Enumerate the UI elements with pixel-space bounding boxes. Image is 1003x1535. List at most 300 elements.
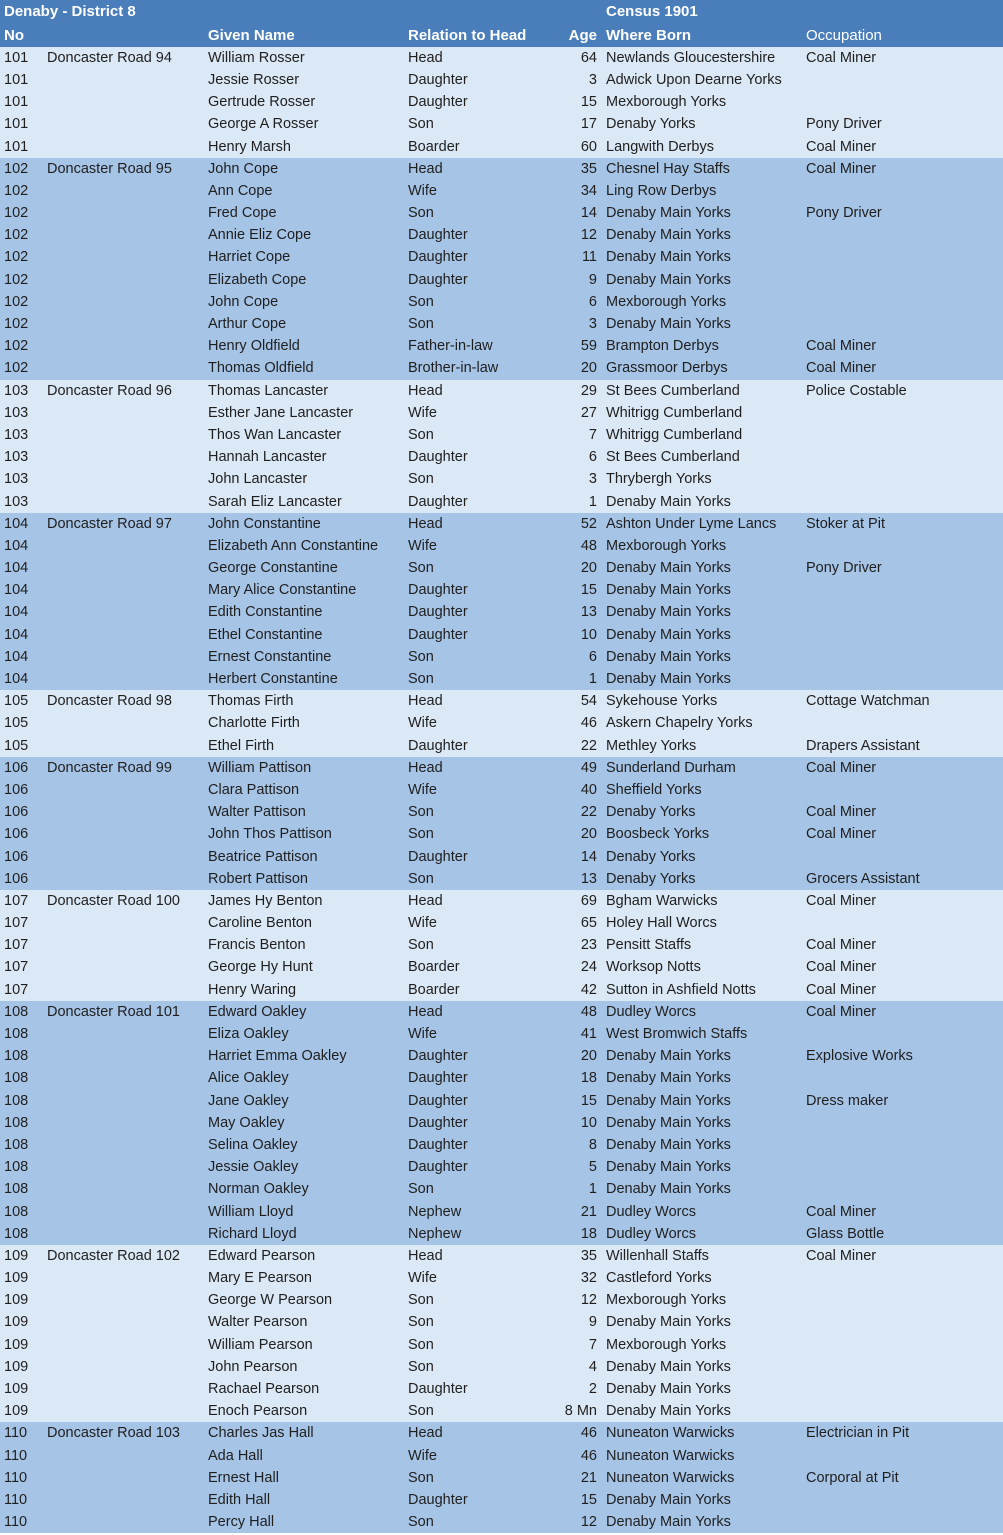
cell-age: 48 [580, 537, 597, 554]
cell-no: 105 [4, 737, 29, 754]
table-row [0, 846, 1003, 868]
cell-where-born: West Bromwich Staffs [606, 1026, 748, 1043]
cell-age: 17 [580, 116, 597, 133]
cell-relation: Head [408, 382, 443, 399]
cell-relation: Head [408, 759, 443, 776]
table-row [0, 357, 1003, 379]
cell-where-born: Askern Chapelry Yorks [606, 715, 753, 732]
table-row [0, 1045, 1003, 1067]
cell-where-born: Denaby Main Yorks [606, 1048, 731, 1065]
cell-no: 102 [4, 205, 29, 222]
cell-given-name: Alice Oakley [208, 1070, 289, 1087]
cell-no: 107 [4, 981, 29, 998]
cell-where-born: Ashton Under Lyme Lancs [606, 515, 777, 532]
table-row [0, 513, 1003, 535]
cell-no: 108 [4, 1092, 29, 1109]
cell-given-name: Henry Marsh [208, 138, 291, 155]
cell-where-born: Adwick Upon Dearne Yorks [606, 71, 782, 88]
cell-age: 8 [588, 1136, 597, 1153]
cell-age: 65 [580, 915, 597, 932]
cell-given-name: William Pattison [208, 759, 312, 776]
table-row [0, 246, 1003, 268]
cell-no: 104 [4, 582, 29, 599]
table-row [0, 890, 1003, 912]
cell-occupation: Coal Miner [806, 160, 877, 177]
cell-no: 107 [4, 959, 29, 976]
cell-occupation: Coal Miner [806, 1203, 877, 1220]
cell-given-name: William Pearson [208, 1336, 313, 1353]
cell-no: 106 [4, 826, 29, 843]
table-row [0, 424, 1003, 446]
cell-given-name: Norman Oakley [208, 1181, 309, 1198]
cell-given-name: Mary Alice Constantine [208, 582, 357, 599]
cell-relation: Wife [408, 915, 437, 932]
cell-relation: Wife [408, 1270, 437, 1287]
table-row [0, 1334, 1003, 1356]
cell-no: 106 [4, 804, 29, 821]
table-row [0, 1001, 1003, 1023]
cell-relation: Daughter [408, 582, 468, 599]
cell-where-born: Denaby Main Yorks [606, 1514, 731, 1531]
cell-relation: Daughter [408, 737, 468, 754]
cell-age: 20 [580, 826, 597, 843]
cell-relation: Wife [408, 182, 437, 199]
table-row [0, 1378, 1003, 1400]
cell-relation: Son [408, 1336, 434, 1353]
cell-where-born: Denaby Main Yorks [606, 1092, 731, 1109]
cell-where-born: Denaby Main Yorks [606, 1114, 731, 1131]
cell-given-name: Arthur Cope [208, 316, 287, 333]
cell-occupation: Police Costable [806, 382, 907, 399]
cell-relation: Son [408, 1514, 434, 1531]
cell-no: 104 [4, 515, 29, 532]
cell-occupation: Electrician in Pit [806, 1425, 910, 1442]
cell-where-born: Denaby Main Yorks [606, 1403, 731, 1420]
cell-age: 6 [588, 648, 597, 665]
cell-age: 15 [580, 1491, 597, 1508]
cell-where-born: Denaby Main Yorks [606, 671, 731, 688]
cell-age: 20 [580, 560, 597, 577]
cell-where-born: Sunderland Durham [606, 759, 736, 776]
cell-no: 108 [4, 1225, 29, 1242]
cell-no: 110 [4, 1514, 28, 1531]
table-row [0, 91, 1003, 113]
header-given-name: Given Name [208, 26, 295, 44]
table-row [0, 158, 1003, 180]
cell-no: 104 [4, 560, 29, 577]
table-row [0, 646, 1003, 668]
cell-where-born: Langwith Derbys [606, 138, 714, 155]
cell-no: 108 [4, 1114, 29, 1131]
cell-relation: Son [408, 671, 434, 688]
cell-where-born: Denaby Main Yorks [606, 1358, 731, 1375]
cell-age: 10 [580, 626, 597, 643]
cell-where-born: Mexborough Yorks [606, 537, 727, 554]
table-row [0, 1223, 1003, 1245]
cell-age: 2 [588, 1381, 597, 1398]
cell-given-name: Eliza Oakley [208, 1026, 289, 1043]
cell-no: 104 [4, 626, 29, 643]
table-row [0, 1112, 1003, 1134]
cell-given-name: John Constantine [208, 515, 321, 532]
cell-given-name: Annie Eliz Cope [208, 227, 312, 244]
cell-given-name: Hannah Lancaster [208, 449, 327, 466]
table-row [0, 579, 1003, 601]
table-row [0, 313, 1003, 335]
cell-given-name: John Pearson [208, 1358, 298, 1375]
cell-no: 104 [4, 671, 29, 688]
table-row [0, 468, 1003, 490]
cell-where-born: Thrybergh Yorks [606, 471, 712, 488]
cell-age: 6 [588, 449, 597, 466]
table-row [0, 446, 1003, 468]
cell-where-born: Denaby Main Yorks [606, 1491, 731, 1508]
cell-relation: Daughter [408, 1159, 468, 1176]
cell-occupation: Coal Miner [806, 338, 877, 355]
cell-no: 102 [4, 338, 29, 355]
table-row [0, 1134, 1003, 1156]
cell-given-name: Clara Pattison [208, 781, 300, 798]
cell-given-name: Francis Benton [208, 937, 306, 954]
cell-relation: Head [408, 1425, 443, 1442]
cell-no: 101 [4, 49, 29, 66]
cell-where-born: Dudley Worcs [606, 1225, 696, 1242]
cell-where-born: Denaby Main Yorks [606, 604, 731, 621]
table-body [0, 47, 1003, 1534]
cell-age: 6 [588, 293, 597, 310]
cell-age: 3 [588, 471, 597, 488]
cell-no: 102 [4, 249, 29, 266]
table-row [0, 1311, 1003, 1333]
cell-no: 107 [4, 915, 29, 932]
cell-where-born: Pensitt Staffs [606, 937, 692, 954]
cell-given-name: Beatrice Pattison [208, 848, 318, 865]
cell-age: 13 [580, 870, 597, 887]
cell-where-born: Sykehouse Yorks [606, 693, 718, 710]
table-row [0, 712, 1003, 734]
cell-given-name: James Hy Benton [208, 892, 323, 909]
table-row [0, 956, 1003, 978]
table-row [0, 668, 1003, 690]
cell-age: 12 [580, 1514, 597, 1531]
cell-relation: Nephew [408, 1225, 462, 1242]
cell-where-born: Denaby Main Yorks [606, 1070, 731, 1087]
cell-age: 5 [588, 1159, 597, 1176]
cell-age: 15 [580, 582, 597, 599]
cell-relation: Daughter [408, 604, 468, 621]
table-row [0, 1267, 1003, 1289]
cell-relation: Boarder [408, 138, 460, 155]
cell-where-born: Denaby Main Yorks [606, 1159, 731, 1176]
cell-relation: Son [408, 560, 434, 577]
cell-relation: Brother-in-law [408, 360, 499, 377]
table-row [0, 1067, 1003, 1089]
cell-no: 103 [4, 404, 29, 421]
cell-relation: Son [408, 116, 434, 133]
cell-occupation: Coal Miner [806, 892, 877, 909]
cell-given-name: Edith Hall [208, 1491, 271, 1508]
cell-age: 46 [580, 1425, 597, 1442]
cell-no: 104 [4, 604, 29, 621]
table-row [0, 269, 1003, 291]
header-age: Age [568, 26, 597, 44]
cell-given-name: Elizabeth Ann Constantine [208, 537, 379, 554]
cell-no: 103 [4, 493, 29, 510]
table-row [0, 1090, 1003, 1112]
cell-given-name: Gertrude Rosser [208, 94, 316, 111]
cell-age: 29 [580, 382, 597, 399]
table-row [0, 1445, 1003, 1467]
cell-relation: Daughter [408, 626, 468, 643]
cell-age: 21 [580, 1469, 597, 1486]
cell-given-name: Henry Waring [208, 981, 297, 998]
cell-no: 108 [4, 1203, 29, 1220]
table-row [0, 535, 1003, 557]
cell-age: 3 [588, 316, 597, 333]
cell-no: 108 [4, 1026, 29, 1043]
cell-age: 14 [580, 205, 597, 222]
cell-relation: Son [408, 471, 434, 488]
table-row [0, 224, 1003, 246]
cell-relation: Daughter [408, 94, 468, 111]
cell-age: 42 [580, 981, 597, 998]
cell-where-born: Nuneaton Warwicks [606, 1447, 735, 1464]
cell-address: Doncaster Road 95 [47, 160, 172, 177]
cell-where-born: St Bees Cumberland [606, 449, 740, 466]
cell-address: Doncaster Road 101 [47, 1003, 180, 1020]
cell-given-name: Walter Pearson [208, 1314, 308, 1331]
cell-age: 27 [580, 404, 597, 421]
cell-given-name: Enoch Pearson [208, 1403, 308, 1420]
cell-where-born: Ling Row Derbys [606, 182, 717, 199]
cell-age: 46 [580, 715, 597, 732]
cell-where-born: Denaby Main Yorks [606, 227, 731, 244]
cell-age: 15 [580, 1092, 597, 1109]
table-row [0, 1422, 1003, 1444]
cell-relation: Son [408, 1314, 434, 1331]
cell-where-born: Denaby Main Yorks [606, 626, 731, 643]
cell-relation: Son [408, 293, 434, 310]
cell-occupation: Pony Driver [806, 205, 882, 222]
cell-where-born: Denaby Main Yorks [606, 1181, 731, 1198]
cell-where-born: Denaby Main Yorks [606, 271, 731, 288]
cell-relation: Daughter [408, 848, 468, 865]
cell-given-name: Edward Oakley [208, 1003, 307, 1020]
cell-given-name: Walter Pattison [208, 804, 306, 821]
cell-age: 15 [580, 94, 597, 111]
cell-given-name: Harriet Emma Oakley [208, 1048, 347, 1065]
cell-given-name: Mary E Pearson [208, 1270, 312, 1287]
cell-given-name: Sarah Eliz Lancaster [208, 493, 342, 510]
cell-where-born: Holey Hall Worcs [606, 915, 717, 932]
cell-occupation: Drapers Assistant [806, 737, 920, 754]
cell-relation: Wife [408, 404, 437, 421]
cell-given-name: Thos Wan Lancaster [208, 426, 342, 443]
cell-no: 104 [4, 648, 29, 665]
table-row [0, 402, 1003, 424]
cell-relation: Son [408, 804, 434, 821]
cell-no: 110 [4, 1469, 28, 1486]
table-row [0, 912, 1003, 934]
cell-no: 108 [4, 1159, 29, 1176]
cell-age: 10 [580, 1114, 597, 1131]
cell-where-born: Mexborough Yorks [606, 94, 727, 111]
cell-age: 1 [588, 671, 597, 688]
cell-occupation: Coal Miner [806, 1003, 877, 1020]
cell-relation: Son [408, 1358, 434, 1375]
cell-where-born: Denaby Yorks [606, 848, 696, 865]
cell-no: 102 [4, 293, 29, 310]
cell-age: 4 [588, 1358, 597, 1375]
cell-age: 20 [580, 1048, 597, 1065]
cell-age: 18 [580, 1225, 597, 1242]
table-row [0, 1201, 1003, 1223]
table-row [0, 934, 1003, 956]
cell-relation: Boarder [408, 981, 460, 998]
cell-given-name: George Hy Hunt [208, 959, 313, 976]
cell-age: 3 [588, 71, 597, 88]
table-row [0, 557, 1003, 579]
cell-age: 12 [580, 227, 597, 244]
cell-address: Doncaster Road 96 [47, 382, 172, 399]
cell-relation: Daughter [408, 493, 468, 510]
cell-given-name: Selina Oakley [208, 1136, 298, 1153]
cell-no: 109 [4, 1292, 29, 1309]
cell-address: Doncaster Road 100 [47, 892, 180, 909]
cell-where-born: Methley Yorks [606, 737, 697, 754]
cell-relation: Son [408, 870, 434, 887]
cell-address: Doncaster Road 98 [47, 693, 172, 710]
cell-given-name: Thomas Firth [208, 693, 294, 710]
table-row [0, 335, 1003, 357]
table-row [0, 136, 1003, 158]
cell-given-name: Charlotte Firth [208, 715, 300, 732]
cell-where-born: Whitrigg Cumberland [606, 404, 743, 421]
cell-relation: Daughter [408, 249, 468, 266]
cell-where-born: Dudley Worcs [606, 1003, 696, 1020]
cell-given-name: John Thos Pattison [208, 826, 332, 843]
cell-where-born: St Bees Cumberland [606, 382, 740, 399]
cell-occupation: Coal Miner [806, 981, 877, 998]
cell-age: 35 [580, 1247, 597, 1264]
cell-no: 110 [4, 1491, 28, 1508]
cell-occupation: Coal Miner [806, 759, 877, 776]
cell-age: 20 [580, 360, 597, 377]
table-row [0, 1023, 1003, 1045]
cell-occupation: Coal Miner [806, 360, 877, 377]
cell-where-born: Denaby Main Yorks [606, 582, 731, 599]
table-row [0, 1156, 1003, 1178]
cell-no: 106 [4, 848, 29, 865]
cell-occupation: Coal Miner [806, 138, 877, 155]
cell-relation: Son [408, 1181, 434, 1198]
cell-age: 60 [580, 138, 597, 155]
cell-age: 13 [580, 604, 597, 621]
table-row [0, 1511, 1003, 1533]
cell-given-name: Edward Pearson [208, 1247, 316, 1264]
cell-occupation: Coal Miner [806, 826, 877, 843]
cell-where-born: Sheffield Yorks [606, 781, 702, 798]
cell-no: 104 [4, 537, 29, 554]
cell-given-name: Fred Cope [208, 205, 277, 222]
cell-relation: Son [408, 316, 434, 333]
cell-age: 35 [580, 160, 597, 177]
cell-age: 49 [580, 759, 597, 776]
cell-occupation: Coal Miner [806, 1247, 877, 1264]
table-row [0, 601, 1003, 623]
table-row [0, 380, 1003, 402]
district-title: Denaby - District 8 [4, 3, 136, 20]
cell-age: 69 [580, 892, 597, 909]
cell-given-name: Ethel Constantine [208, 626, 323, 643]
cell-occupation: Dress maker [806, 1092, 889, 1109]
cell-given-name: Jessie Oakley [208, 1159, 299, 1176]
table-row [0, 868, 1003, 890]
cell-no: 101 [4, 138, 29, 155]
table-row [0, 1467, 1003, 1489]
cell-where-born: Dudley Worcs [606, 1203, 696, 1220]
cell-relation: Wife [408, 537, 437, 554]
cell-given-name: Edith Constantine [208, 604, 323, 621]
table-row [0, 690, 1003, 712]
cell-age: 7 [588, 1336, 597, 1353]
table-row [0, 979, 1003, 1001]
table-row [0, 1400, 1003, 1422]
cell-age: 7 [588, 426, 597, 443]
cell-no: 106 [4, 781, 29, 798]
cell-given-name: Richard Lloyd [208, 1225, 297, 1242]
table-row [0, 1356, 1003, 1378]
table-row [0, 1245, 1003, 1267]
cell-occupation: Coal Miner [806, 937, 877, 954]
cell-relation: Daughter [408, 1070, 468, 1087]
table-row [0, 113, 1003, 135]
cell-relation: Son [408, 1292, 434, 1309]
cell-where-born: Brampton Derbys [606, 338, 719, 355]
cell-no: 105 [4, 715, 29, 732]
cell-no: 102 [4, 227, 29, 244]
cell-relation: Daughter [408, 1048, 468, 1065]
cell-relation: Son [408, 648, 434, 665]
cell-given-name: Percy Hall [208, 1514, 275, 1531]
cell-relation: Wife [408, 781, 437, 798]
cell-address: Doncaster Road 102 [47, 1247, 180, 1264]
cell-where-born: Denaby Main Yorks [606, 1314, 731, 1331]
cell-no: 105 [4, 693, 29, 710]
cell-where-born: Grassmoor Derbys [606, 360, 728, 377]
cell-occupation: Pony Driver [806, 116, 882, 133]
cell-relation: Son [408, 1403, 434, 1420]
cell-given-name: Charles Jas Hall [208, 1425, 314, 1442]
header-where-born: Where Born [606, 26, 692, 44]
cell-where-born: Denaby Yorks [606, 116, 696, 133]
cell-relation: Daughter [408, 271, 468, 288]
cell-occupation: Cottage Watchman [806, 693, 930, 710]
table-row [0, 1178, 1003, 1200]
cell-where-born: Denaby Main Yorks [606, 205, 731, 222]
cell-relation: Head [408, 515, 443, 532]
cell-relation: Son [408, 826, 434, 843]
cell-age: 41 [580, 1026, 597, 1043]
cell-where-born: Worksop Notts [606, 959, 701, 976]
cell-relation: Head [408, 693, 443, 710]
cell-no: 109 [4, 1270, 29, 1287]
cell-where-born: Whitrigg Cumberland [606, 426, 743, 443]
cell-relation: Daughter [408, 1381, 468, 1398]
cell-where-born: Mexborough Yorks [606, 1292, 727, 1309]
cell-occupation: Grocers Assistant [806, 870, 920, 887]
cell-occupation: Coal Miner [806, 959, 877, 976]
